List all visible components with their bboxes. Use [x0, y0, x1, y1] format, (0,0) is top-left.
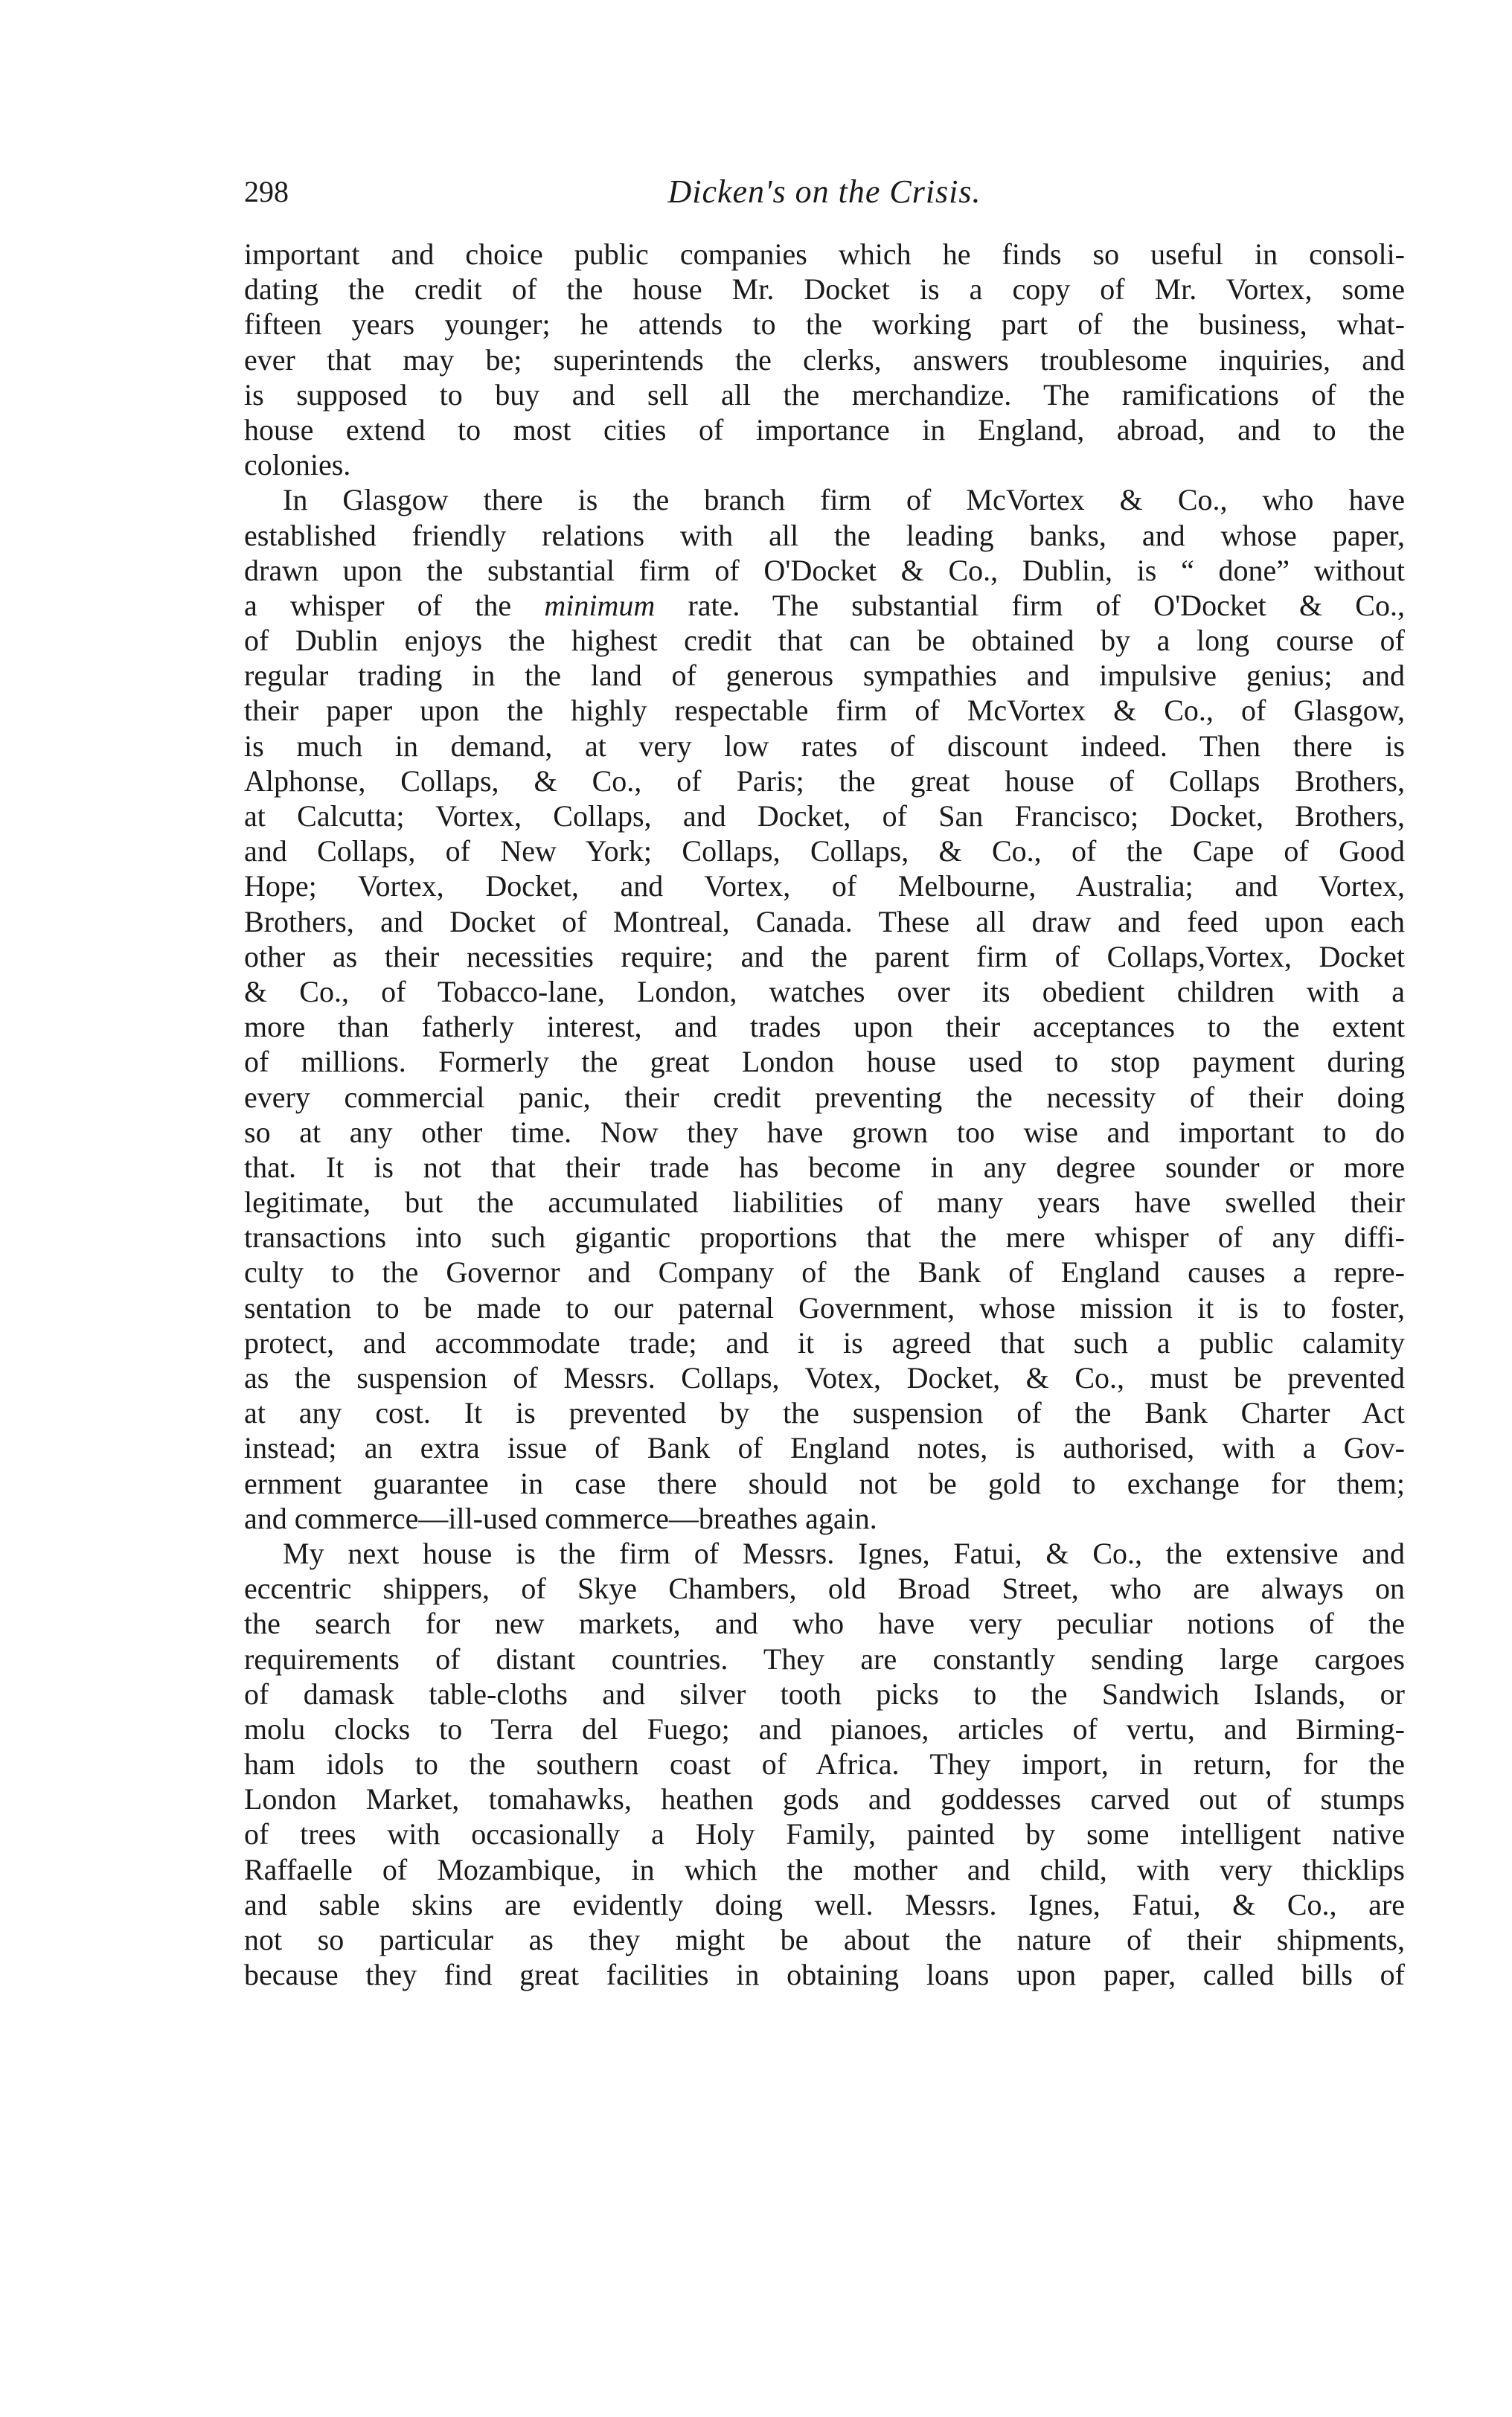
text-line: that. It is not that their trade has become in any degree sounder or more	[244, 1150, 1405, 1184]
text-line: is supposed to buy and sell all the merchandize. The ramifications of the	[244, 377, 1405, 412]
text-line: protect, and accommodate trade; and it is agreed that such a public calamity	[244, 1325, 1405, 1360]
text-line: molu clocks to Terra del Fuego; and pianoes, articles of vertu, and Birming-	[244, 1712, 1405, 1746]
body-text	[244, 237, 1405, 1992]
text-line: My next house is the firm of Messrs. Ignes, Fatui, & Co., the extensive and	[283, 1536, 1405, 1570]
text-line: their paper upon the highly respectable firm of McVortex & Co., of Glasgow,	[244, 694, 1405, 728]
text-line: instead; an extra issue of Bank of England notes, is authorised, with a Gov-	[244, 1431, 1405, 1465]
text-line: fifteen years younger; he attends to the working part of the business, what-	[244, 307, 1405, 342]
text-line: ham idols to the southern coast of Africa. They import, in return, for the	[244, 1747, 1405, 1781]
text-line: of Dublin enjoys the highest credit that can be obtained by a long course of	[244, 624, 1405, 658]
text-line: is much in demand, at very low rates of discount indeed. Then there is	[244, 729, 1405, 763]
text-line: sentation to be made to our paternal Government, whose mission it is to foster,	[244, 1290, 1405, 1325]
text-line: ever that may be; superintends the clerks, answers troublesome inquiries, and	[244, 342, 1405, 377]
text-line: established friendly relations with all the leading banks, and whose paper,	[244, 518, 1405, 552]
text-line: and Collaps, of New York; Collaps, Collaps, & Co., of the Cape of Good	[244, 834, 1405, 868]
page-number: 298	[244, 175, 289, 208]
italic-term: minimum	[544, 588, 656, 622]
text-line: important and choice public companies which he finds so useful in consoli-	[244, 237, 1405, 271]
text-line: culty to the Governor and Company of the Bank of England causes a repre-	[244, 1255, 1405, 1290]
text-line: dating the credit of the house Mr. Docket is a copy of Mr. Vortex, some	[244, 272, 1405, 307]
text-line: London Market, tomahawks, heathen gods and goddesses carved out of stumps	[244, 1782, 1405, 1816]
text-line: because they find great facilities in obtaining loans upon paper, called bills of	[244, 1958, 1405, 1992]
text-line: house extend to most cities of importance in England, abroad, and to the	[244, 412, 1405, 446]
text-line: of trees with occasionally a Holy Family, painted by some intelligent native	[244, 1817, 1405, 1851]
text-line: so at any other time. Now they have grown too wise and important to do	[244, 1115, 1405, 1149]
text-segment: rate. The substantial firm of O'Docket & Co.,	[655, 588, 1405, 622]
page-header	[244, 170, 1405, 214]
text-line: In Glasgow there is the branch firm of McVortex & Co., who have	[283, 483, 1405, 517]
text-line: not so particular as they might be about the nature of their shipments,	[244, 1923, 1405, 1956]
text-segment: a whisper of the	[244, 588, 545, 622]
text-line: requirements of distant countries. They are constantly sending large cargoes	[244, 1642, 1405, 1676]
text-line: of millions. Formerly the great London house used to stop payment during	[244, 1045, 1405, 1079]
text-line: colonies.	[244, 448, 351, 482]
text-line: as the suspension of Messrs. Collaps, Votex, Docket, & Co., must be prevented	[244, 1361, 1405, 1395]
text-line: other as their necessities require; and the parent firm of Collaps,Vortex, Docket	[244, 939, 1405, 973]
text-line: Raffaelle of Mozambique, in which the mother and child, with very thicklips	[244, 1852, 1405, 1886]
text-line: & Co., of Tobacco-lane, London, watches over its obedient children with a	[244, 974, 1405, 1008]
text-line: Alphonse, Collaps, & Co., of Paris; the great house of Collaps Brothers,	[244, 763, 1405, 798]
text-line: legitimate, but the accumulated liabilities of many years have swelled their	[244, 1185, 1405, 1220]
text-line: eccentric shippers, of Skye Chambers, old Broad Street, who are always on	[244, 1572, 1405, 1606]
text-line: and commerce—ill-used commerce—breathes again.	[244, 1501, 877, 1535]
text-line: the search for new markets, and who have very peculiar notions of the	[244, 1607, 1405, 1641]
text-line: transactions into such gigantic proportions that the mere whisper of any diffi-	[244, 1220, 1405, 1255]
text-line: of damask table-cloths and silver tooth picks to the Sandwich Islands, or	[244, 1677, 1405, 1711]
text-line: more than fatherly interest, and trades upon their acceptances to the extent	[244, 1010, 1405, 1044]
text-line: regular trading in the land of generous sympathies and impulsive genius; and	[244, 659, 1405, 693]
text-line: drawn upon the substantial firm of O'Docket & Co., Dublin, is “ done” without	[244, 553, 1405, 587]
text-line: ernment guarantee in case there should not be gold to exchange for them;	[244, 1466, 1405, 1500]
text-line: and sable skins are evidently doing well. Messrs. Ignes, Fatui, & Co., are	[244, 1887, 1405, 1921]
text-line: Brothers, and Docket of Montreal, Canada. These all draw and feed upon each	[244, 904, 1405, 938]
text-line: at any cost. It is prevented by the suspension of the Bank Charter Act	[244, 1396, 1405, 1430]
text-line: at Calcutta; Vortex, Collaps, and Docket, of San Francisco; Docket, Brothers,	[244, 799, 1405, 833]
running-head: Dicken's on the Crisis.	[667, 173, 981, 210]
text-line: Hope; Vortex, Docket, and Vortex, of Melbourne, Australia; and Vortex,	[244, 869, 1405, 903]
text-line: every commercial panic, their credit preventing the necessity of their doing	[244, 1080, 1405, 1114]
text-line	[244, 588, 1405, 623]
